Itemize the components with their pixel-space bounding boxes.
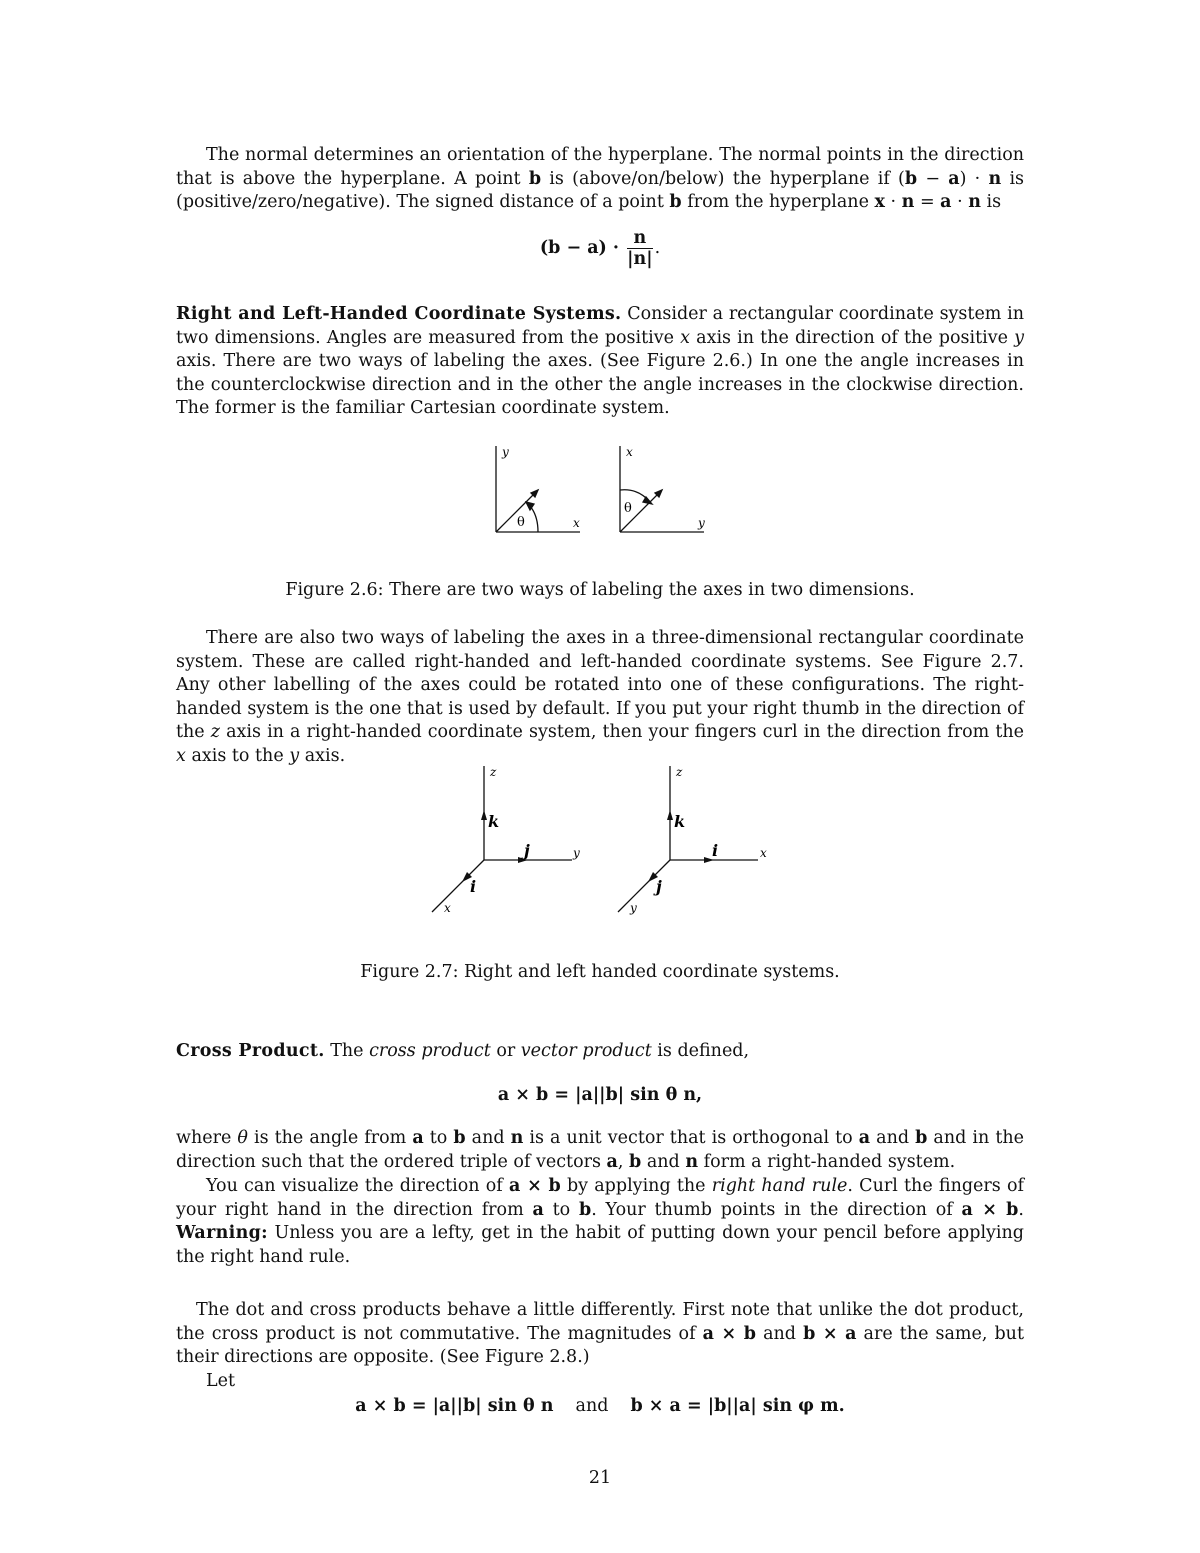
figure-2-7-right [618, 766, 758, 912]
label-y: y [502, 445, 509, 459]
unit-vector-k [667, 810, 673, 820]
label-z: z [676, 765, 683, 779]
label-y: y [698, 516, 705, 530]
label-j: j [656, 877, 662, 896]
label-theta: θ [624, 501, 632, 516]
let-line: Let [206, 1371, 236, 1391]
unit-vector-k [481, 810, 487, 820]
paragraph-right-hand-rule: You can visualize the direction of a × b by applying the right hand rule. Curl the fingers of your right hand in the direction from a to b. Your thumb points in the direction of a × b. Warning: Unless you are a lefty, get in the habit of putting down your pencil before applying the right hand rule. [176, 1176, 1024, 1267]
figure-2-7-left [432, 766, 572, 912]
paragraph-coordinate-systems: Right and Left-Handed Coordinate Systems. Consider a rectangular coordinate system in two dimensions. Angles are measured from the positive x axis in the direction of the positive y axis. There are two ways of labeling the axes. (See Figure 2.6.) In one the angle increases in the counterclockwise direction and in the other the angle increases in the clockwise direction. The former is the familiar Cartesian coordinate system. [176, 304, 1025, 418]
figure-2-6 [470, 440, 730, 540]
label-y: y [630, 901, 637, 915]
label-x: x [444, 901, 451, 915]
paragraph-cross-product: Cross Product. The cross product or vector product is defined, [176, 1041, 750, 1061]
figure-2-6-caption: Figure 2.6: There are two ways of labeling the axes in two dimensions. [285, 580, 915, 600]
paragraph-hyperplane-orientation: The normal determines an orientation of the hyperplane. The normal points in the direction that is above the hyperplane. A point b is (above/on/below) the hyperplane if (b − a) · n is (positive/zero/negative). The signed distance of a point b from the hyperplane x · n = a · n is [176, 145, 1025, 212]
label-i: i [470, 877, 477, 896]
label-theta: θ [517, 515, 525, 530]
section-heading: Cross Product. [176, 1041, 325, 1061]
paragraph-three-dimensional: There are also two ways of labeling the axes in a three-dimensional rectangular coordinate system. These are called right-handed and left-handed coordinate systems. See Figure 2.7. Any other labelling of the axes could be rotated into one of these configurations. The right-handed system is the one that is used by default. If you put your right thumb in the direction of the z axis in a right-handed coordinate system, then your fingers curl in the direction from the x axis to the y axis. [176, 628, 1024, 766]
label-x: x [573, 516, 580, 530]
label-k: k [674, 812, 686, 831]
label-k: k [488, 812, 500, 831]
paragraph-cross-product-definition: where θ is the angle from a to b and n is a unit vector that is orthogonal to a and b and in the direction such that the ordered triple of vectors a, b and n form a right-handed system. [176, 1128, 1024, 1172]
section-heading: Right and Left-Handed Coordinate Systems. [176, 304, 622, 324]
label-x: x [626, 445, 633, 459]
label-x: x [760, 846, 767, 860]
figure-2-7-caption: Figure 2.7: Right and left handed coordinate systems. [360, 962, 840, 982]
equation-cross-product: a × b = |a||b| sin θ n, [497, 1085, 703, 1105]
equation-signed-distance: (b − a) · $\frac{n}{|n|}$ . [539, 228, 661, 269]
label-j: j [524, 841, 530, 860]
label-i: i [712, 841, 719, 860]
label-y: y [573, 846, 580, 860]
figure-2-7 [420, 760, 790, 920]
label-z: z [490, 765, 497, 779]
paragraph-dot-vs-cross: The dot and cross products behave a little differently. First note that unlike the dot product, the cross product is not commutative. The magnitudes of a × b and b × a are the same, but their directions are opposite. (See Figure 2.8.) [176, 1300, 1024, 1367]
equation-cross-product-pair: a × b = |a||b| sin θ n and b × a = |b||a| sin φ m. [355, 1396, 845, 1416]
page-number: 21 [588, 1468, 612, 1488]
